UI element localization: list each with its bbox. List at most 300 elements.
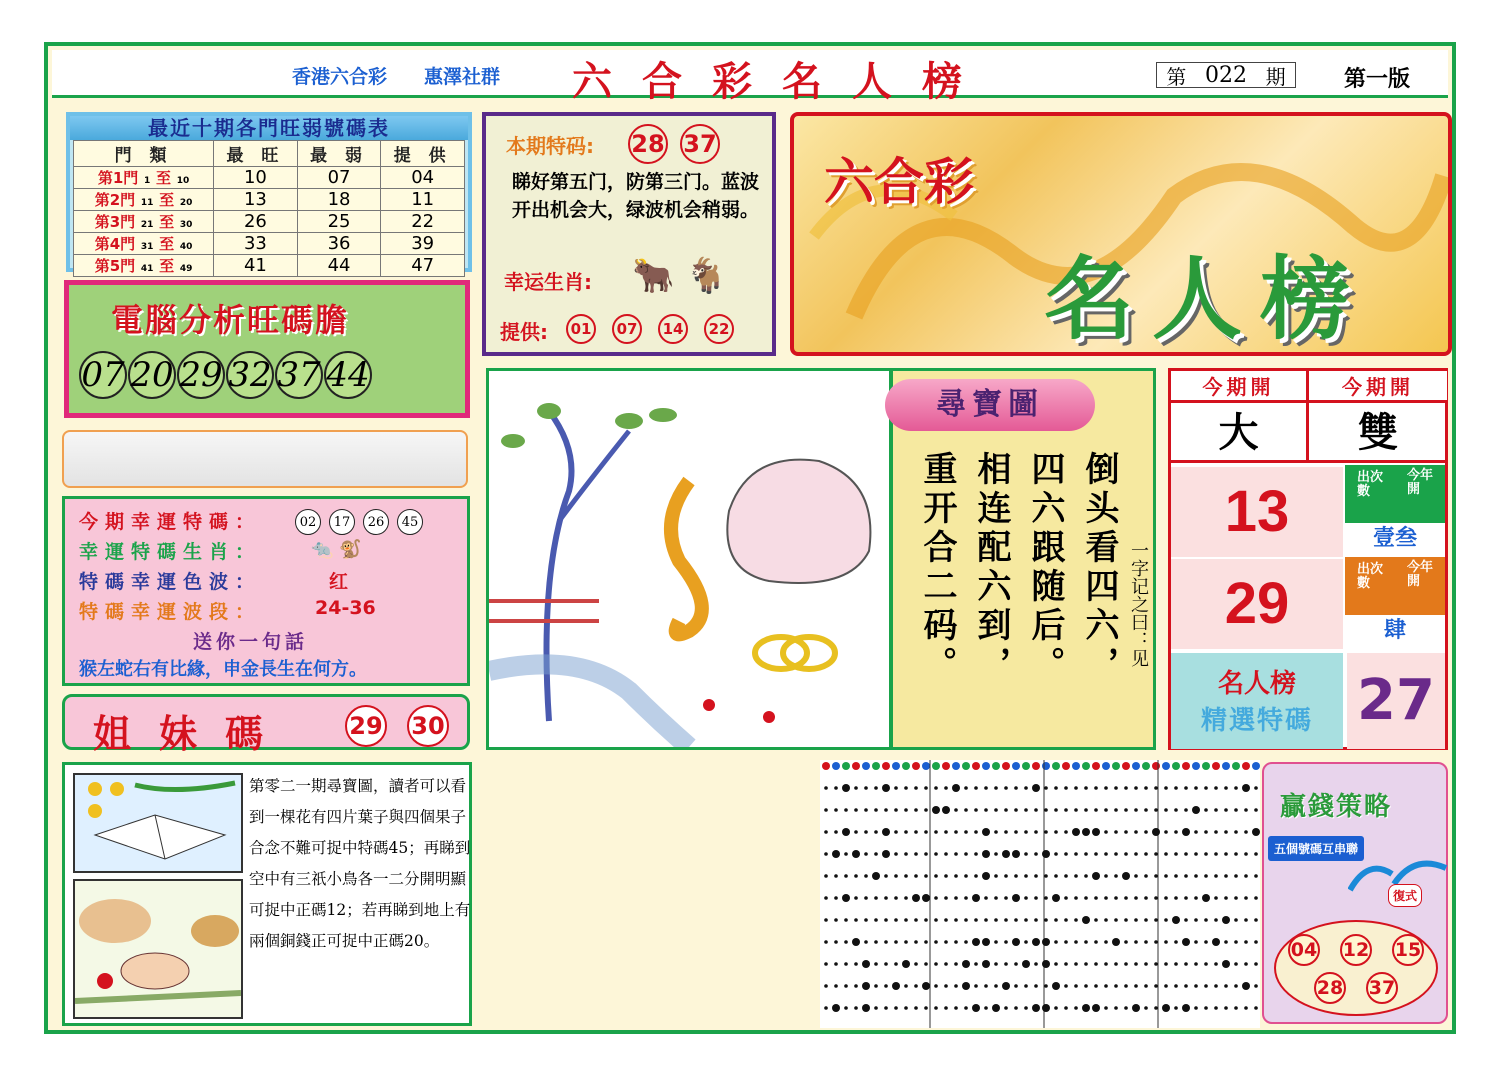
grid-dot — [934, 962, 938, 966]
grid-dot — [1124, 808, 1128, 812]
grid-dot — [874, 1006, 878, 1010]
grid-dot — [1144, 918, 1148, 922]
grid-dot — [1074, 808, 1078, 812]
grid-dot — [1124, 984, 1128, 988]
grid-dot — [924, 786, 928, 790]
grid-dot — [1074, 940, 1078, 944]
grid-dot — [1074, 896, 1078, 900]
grid-dot — [934, 852, 938, 856]
grid-dot — [992, 1004, 1000, 1012]
grid-dot — [864, 940, 868, 944]
grid-header-dot — [942, 762, 950, 770]
grid-dot — [1064, 962, 1068, 966]
grid-dot — [864, 808, 868, 812]
grid-dot — [954, 918, 958, 922]
grid-dot — [824, 786, 828, 790]
grid-dot — [1234, 896, 1238, 900]
grid-header-dot — [1092, 762, 1100, 770]
grid-dot — [1134, 786, 1138, 790]
grid-header-dot — [882, 762, 890, 770]
grid-dot — [1124, 1006, 1128, 1010]
grid-dot — [1004, 940, 1008, 944]
grid-dot — [1114, 984, 1118, 988]
grid-dot — [844, 852, 848, 856]
grid-dot — [1172, 916, 1180, 924]
grid-dot — [964, 786, 968, 790]
grid-dot — [1042, 960, 1050, 968]
grid-dot — [964, 1006, 968, 1010]
grid-dot — [1044, 874, 1048, 878]
grid-dot — [934, 830, 938, 834]
grid-dot — [1194, 940, 1198, 944]
grid-dot — [862, 1004, 870, 1012]
number-ball: 30 — [407, 705, 449, 747]
grid-header-dot — [922, 762, 930, 770]
treasure-map-title: 尋寶圖 — [885, 379, 1095, 431]
banner-logo — [790, 112, 1452, 356]
grid-dot — [1254, 962, 1258, 966]
grid-dot — [994, 874, 998, 878]
grid-dot — [834, 918, 838, 922]
grid-dot — [1194, 918, 1198, 922]
grid-dot — [1182, 938, 1190, 946]
grid-header-dot — [872, 762, 880, 770]
gate-cell: 第3門 21 至 30 — [74, 211, 214, 233]
grid-dot — [1024, 1006, 1028, 1010]
strong-cell: 26 — [214, 211, 298, 233]
grid-dot — [834, 874, 838, 878]
grid-dot — [1234, 918, 1238, 922]
gift-title: 送你一句話 — [193, 631, 309, 653]
grid-dot — [1214, 874, 1218, 878]
grid-dot — [1164, 874, 1168, 878]
grid-dot — [924, 962, 928, 966]
grid-dot — [1114, 786, 1118, 790]
number-ball: 22 — [704, 314, 734, 344]
grid-dot — [834, 786, 838, 790]
grid-dot — [852, 850, 860, 858]
grid-dot — [1222, 916, 1230, 924]
grid-dot — [1082, 1004, 1090, 1012]
grid-header-dot — [1002, 762, 1010, 770]
grid-dot — [924, 808, 928, 812]
grid-dot — [954, 808, 958, 812]
lucky-zodiac-label: 幸運特碼生肖： — [79, 541, 262, 563]
grid-dot — [1144, 896, 1148, 900]
grid-dot — [1144, 830, 1148, 834]
grid-dot — [1064, 940, 1068, 944]
grid-dot — [1144, 852, 1148, 856]
grid-dot — [974, 962, 978, 966]
grid-dot — [1234, 786, 1238, 790]
grid-dot — [874, 808, 878, 812]
grid-dot — [1254, 940, 1258, 944]
grid-dot — [1244, 1006, 1248, 1010]
grid-dot — [864, 830, 868, 834]
fushi-label: 復式 — [1388, 884, 1422, 907]
grid-dot — [1214, 918, 1218, 922]
grid-dot — [934, 918, 938, 922]
lucky-color-label: 特碼幸運色波： — [79, 571, 262, 593]
grid-dot — [1082, 828, 1090, 836]
grid-dot — [942, 806, 950, 814]
grid-dot — [864, 852, 868, 856]
featured-title: 名人榜 — [1217, 669, 1296, 699]
lucky-range-label: 特碼幸運波段： — [79, 601, 262, 623]
zodiac-animal-icons: 🐀 🐒 — [311, 539, 362, 560]
grid-dot — [914, 830, 918, 834]
grid-dot — [964, 940, 968, 944]
grid-dot — [1164, 808, 1168, 812]
grid-dot — [1104, 1006, 1108, 1010]
grid-dot — [1224, 874, 1228, 878]
grid-dot — [1194, 786, 1198, 790]
grid-dot — [854, 918, 858, 922]
grid-dot — [1024, 808, 1028, 812]
grid-dot — [1024, 984, 1028, 988]
grid-dot — [1154, 962, 1158, 966]
grid-dot — [944, 874, 948, 878]
grid-dot — [1194, 1006, 1198, 1010]
lucky-range-value: 24-36 — [315, 597, 376, 619]
grid-dot — [1234, 808, 1238, 812]
grid-dot — [944, 984, 948, 988]
grid-dot — [874, 786, 878, 790]
grid-dot — [1034, 808, 1038, 812]
grid-dot — [1004, 808, 1008, 812]
number-ball: 01 — [566, 314, 596, 344]
grid-dot — [1234, 962, 1238, 966]
grid-dot — [884, 808, 888, 812]
provide-cell: 04 — [381, 167, 465, 189]
grid-dot — [944, 962, 948, 966]
weak-cell: 18 — [297, 189, 381, 211]
grid-dot — [1222, 960, 1230, 968]
grid-dot — [1124, 940, 1128, 944]
grid-dot — [1214, 1006, 1218, 1010]
table-header-row — [74, 141, 465, 167]
grid-dot — [964, 852, 968, 856]
grid-dot — [1194, 830, 1198, 834]
grid-dot — [974, 830, 978, 834]
grid-dot — [1014, 874, 1018, 878]
grid-dot — [934, 786, 938, 790]
grid-dot — [1104, 984, 1108, 988]
number-ball: 37 — [1366, 972, 1398, 1004]
grid-dot — [834, 940, 838, 944]
grid-dot — [1012, 894, 1020, 902]
grid-dot — [982, 938, 990, 946]
grid-dot — [1092, 828, 1100, 836]
grid-dot — [894, 918, 898, 922]
number-ball: 28 — [628, 124, 668, 164]
grid-dot — [1234, 852, 1238, 856]
grid-dot — [1094, 896, 1098, 900]
grid-dot — [994, 808, 998, 812]
grid-header-dot — [892, 762, 900, 770]
grid-dot — [904, 874, 908, 878]
strong-cell: 41 — [214, 255, 298, 277]
grid-dot — [1004, 830, 1008, 834]
grid-dot — [944, 896, 948, 900]
grid-dot — [1132, 1004, 1140, 1012]
number-ball: 02 — [295, 509, 321, 535]
grid-dot — [824, 874, 828, 878]
grid-dot — [1194, 874, 1198, 878]
grid-dot — [1104, 940, 1108, 944]
grid-dot — [1144, 940, 1148, 944]
grid-dot — [954, 874, 958, 878]
grid-header-dot — [992, 762, 1000, 770]
grid-dot — [922, 982, 930, 990]
grid-dot — [844, 1006, 848, 1010]
grid-dot — [864, 896, 868, 900]
lucky-color-value: 红 — [329, 571, 349, 593]
grid-header-dot — [1032, 762, 1040, 770]
grid-dot — [1114, 1006, 1118, 1010]
table-row — [74, 189, 465, 211]
grid-dot — [904, 808, 908, 812]
grid-dot — [1182, 1004, 1190, 1012]
grid-dot — [972, 1004, 980, 1012]
grid-dot — [904, 984, 908, 988]
grid-dot — [854, 962, 858, 966]
grid-dot — [1032, 1004, 1040, 1012]
grid-dot — [1214, 808, 1218, 812]
grid-dot — [1242, 784, 1250, 792]
grid-dot — [894, 808, 898, 812]
grid-dot — [1014, 1006, 1018, 1010]
gate-cell: 第5門 41 至 49 — [74, 255, 214, 277]
big-small-value: 大 — [1171, 403, 1309, 463]
grid-dot — [1034, 962, 1038, 966]
grid-dot — [1174, 984, 1178, 988]
grid-dot — [1234, 940, 1238, 944]
grid-dot — [1064, 830, 1068, 834]
grid-dot — [1104, 874, 1108, 878]
issue-number: 022 — [1204, 62, 1247, 88]
grid-dot — [834, 830, 838, 834]
grid-dot — [1134, 830, 1138, 834]
grid-dot — [824, 1006, 828, 1010]
grid-dot — [1014, 786, 1018, 790]
grid-dot — [1074, 852, 1078, 856]
grid-header-dot — [982, 762, 990, 770]
grid-header-dot — [822, 762, 830, 770]
grid-dot — [1144, 808, 1148, 812]
grid-dot — [934, 1006, 938, 1010]
grid-dot — [1104, 852, 1108, 856]
community-name: 惠澤社群 — [424, 66, 501, 88]
grid-dot — [1014, 830, 1018, 834]
grid-dot — [1054, 1006, 1058, 1010]
grid-dot — [1004, 874, 1008, 878]
dot-grid — [820, 760, 1260, 1028]
special-code-panel — [482, 112, 776, 356]
grid-dot — [1204, 874, 1208, 878]
grid-dot — [1164, 962, 1168, 966]
grid-dot — [884, 874, 888, 878]
grid-dot — [1224, 1006, 1228, 1010]
grid-dot — [1114, 808, 1118, 812]
stats-count-1: 壹叁 — [1372, 526, 1417, 551]
grid-dot — [1054, 940, 1058, 944]
grid-dot — [874, 830, 878, 834]
grid-dot — [994, 940, 998, 944]
grid-dot — [914, 808, 918, 812]
grid-dot — [1124, 896, 1128, 900]
table-header: 最 旺 — [214, 141, 298, 167]
grid-dot — [1204, 984, 1208, 988]
grid-dot — [1144, 1006, 1148, 1010]
grid-dot — [1042, 850, 1050, 858]
grid-dot — [944, 786, 948, 790]
table-header: 門 類 — [74, 141, 214, 167]
grid-dot — [1224, 940, 1228, 944]
table-title: 最近十期各門旺弱號碼表 — [70, 116, 468, 140]
grid-dot — [1064, 874, 1068, 878]
grid-dot — [1114, 918, 1118, 922]
lucky-code-label: 今期幸運特碼： — [79, 511, 262, 533]
banner-line2: 名人榜 — [1044, 247, 1368, 352]
number-ball: 29 — [177, 351, 225, 399]
grid-dot — [984, 786, 988, 790]
grid-dot — [1214, 830, 1218, 834]
grid-dot — [1234, 1006, 1238, 1010]
grid-dot — [914, 940, 918, 944]
grid-dot — [1004, 896, 1008, 900]
grid-dot — [1124, 786, 1128, 790]
grid-dot — [1154, 940, 1158, 944]
grid-header-dot — [1172, 762, 1180, 770]
poem-side-note: 一字记之曰：见 — [1128, 541, 1149, 667]
grid-dot — [894, 1006, 898, 1010]
grid-dot — [1064, 808, 1068, 812]
grid-header-dot — [962, 762, 970, 770]
grid-dot — [904, 918, 908, 922]
grid-dot — [1174, 808, 1178, 812]
grid-dot — [1064, 1006, 1068, 1010]
grid-dot — [914, 984, 918, 988]
grid-dot — [964, 874, 968, 878]
banner-line1: 六合彩 — [824, 153, 974, 211]
grid-dot — [894, 874, 898, 878]
grid-dot — [874, 852, 878, 856]
featured-subtitle: 精選特碼 — [1200, 706, 1313, 736]
grid-header-dot — [1022, 762, 1030, 770]
grid-dot — [824, 852, 828, 856]
grid-dot — [1174, 852, 1178, 856]
computer-analysis-title: 電腦分析旺碼膽 — [111, 301, 350, 339]
provide-cell: 39 — [381, 233, 465, 255]
grid-dot — [1124, 918, 1128, 922]
grid-dot — [884, 940, 888, 944]
grid-header-dot — [1162, 762, 1170, 770]
grid-dot — [864, 786, 868, 790]
grid-dot — [854, 830, 858, 834]
ox-goat-icons: 🐂 🐐 — [632, 256, 728, 296]
grid-dot — [962, 982, 970, 990]
grid-dot — [1224, 984, 1228, 988]
grid-dot — [1104, 918, 1108, 922]
grid-dot — [1024, 874, 1028, 878]
grid-dot — [1054, 918, 1058, 922]
grid-dot — [1074, 918, 1078, 922]
grid-dot — [1234, 830, 1238, 834]
grid-dot — [1072, 828, 1080, 836]
grid-dot — [864, 918, 868, 922]
grid-dot — [824, 918, 828, 922]
number-ball: 45 — [397, 509, 423, 535]
grid-dot — [1024, 786, 1028, 790]
grid-dot — [892, 982, 900, 990]
grid-dot — [874, 918, 878, 922]
grid-header-dot — [932, 762, 940, 770]
table-row — [74, 167, 465, 189]
gate-cell: 第1門 1 至 10 — [74, 167, 214, 189]
grid-dot — [1194, 852, 1198, 856]
number-ball: 37 — [275, 351, 323, 399]
grid-dot — [862, 960, 870, 968]
grid-dot — [824, 808, 828, 812]
grid-dot — [964, 808, 968, 812]
grid-dot — [934, 984, 938, 988]
grid-dot — [1044, 918, 1048, 922]
grid-dot — [1044, 808, 1048, 812]
grid-dot — [1034, 984, 1038, 988]
grid-dot — [1184, 918, 1188, 922]
landscape-illustration — [73, 879, 243, 1019]
grid-dot — [914, 786, 918, 790]
grid-dot — [1094, 984, 1098, 988]
grid-dot — [1154, 808, 1158, 812]
grid-dot — [1204, 786, 1208, 790]
grid-dot — [824, 940, 828, 944]
grid-dot — [1064, 984, 1068, 988]
grid-dot — [1252, 828, 1260, 836]
grid-dot — [874, 896, 878, 900]
grid-dot — [1044, 984, 1048, 988]
grid-dot — [1002, 850, 1010, 858]
grid-dot — [854, 896, 858, 900]
grid-dot — [1254, 786, 1258, 790]
grid-dot — [982, 828, 990, 836]
grid-dot — [914, 962, 918, 966]
grid-dot — [1164, 984, 1168, 988]
grid-dot — [944, 940, 948, 944]
grid-dot — [1254, 896, 1258, 900]
book-illustration — [73, 773, 243, 873]
number-ball: 44 — [324, 351, 372, 399]
grid-dot — [844, 874, 848, 878]
grid-dot — [1164, 786, 1168, 790]
grid-dot — [1122, 872, 1130, 880]
weak-strong-table-panel — [66, 112, 472, 276]
table-row — [74, 233, 465, 255]
grid-dot — [894, 852, 898, 856]
table-header: 提 供 — [381, 141, 465, 167]
grid-dot — [1084, 786, 1088, 790]
grid-dot — [854, 786, 858, 790]
number-ball: 32 — [226, 351, 274, 399]
grid-dot — [1194, 896, 1198, 900]
grid-header-dot — [1232, 762, 1240, 770]
grid-dot — [1054, 830, 1058, 834]
grid-header-dot — [1152, 762, 1160, 770]
treasure-explain-text: 第零二一期尋寶圖，讀者可以看到一棵花有四片葉子與四個果子合念不難可捉中特碼45；再睇到空中有三祇小鳥各一二分開明顯可捉中正碼12；若再睇到地上有兩個銅錢正可捉中正碼20。 — [249, 777, 471, 950]
gate-cell: 第4門 31 至 40 — [74, 233, 214, 255]
grid-dot — [944, 1006, 948, 1010]
